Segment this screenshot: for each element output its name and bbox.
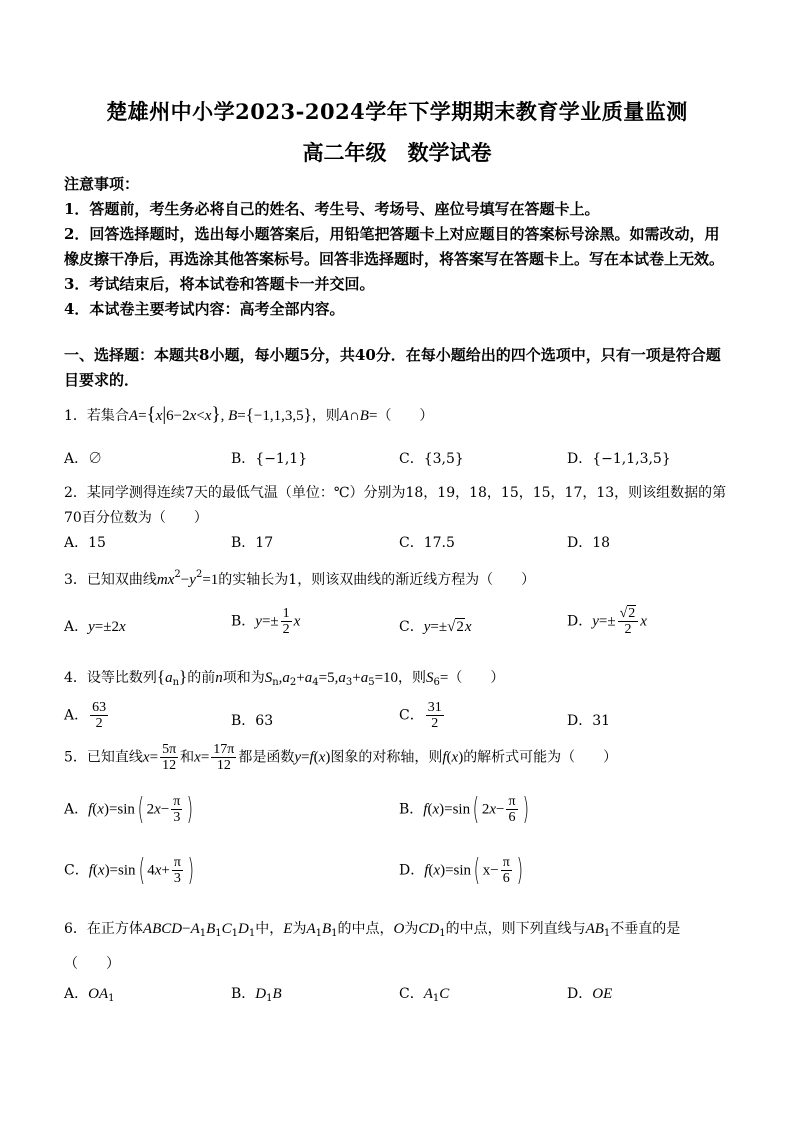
q3-options bbox=[64, 606, 734, 652]
q6-option-a: A．$OA_1$ bbox=[64, 986, 115, 1004]
q4-option-a: A． $\frac{63}{2}$ bbox=[64, 700, 107, 731]
q3-option-d: D．y=± $\frac{√2}{2}$ x bbox=[567, 606, 647, 637]
q5-options-cd bbox=[64, 852, 734, 895]
exam-subtitle: 高二年级 数学试卷 bbox=[302, 140, 492, 165]
q5-options-ab bbox=[64, 791, 734, 834]
q1-suffix: ，则 bbox=[311, 408, 340, 424]
q3-option-b: B．y=± $\frac{1}{2}$ x bbox=[231, 606, 301, 637]
note-item-1: 1．答题前，考生务必将自己的姓名、考生号、考场号、座位号填写在答题卡上。 bbox=[64, 200, 600, 218]
question-5: 5．已知直线x= $\frac{5\pi}{12}$ 和x= $\frac{17\pi}{12}$ 都是函数y=f(x)图象的对称轴，则f(x)的解析式可能为（ ） bbox=[64, 742, 618, 773]
q6-option-b: B．$D_1B$ bbox=[231, 986, 282, 1004]
q6-option-d: D．OE bbox=[567, 986, 613, 1002]
q2-option-d: D．18 bbox=[567, 535, 611, 551]
q1-option-c: C．{3,5} bbox=[399, 451, 464, 467]
notes-block bbox=[64, 172, 734, 322]
q1-prefix: 1．若集合 bbox=[64, 408, 129, 424]
q1-option-b: B．{−1,1} bbox=[231, 451, 308, 467]
q2-options bbox=[64, 532, 734, 562]
q2-option-a: A．15 bbox=[64, 535, 106, 551]
q5-option-d: D．f(x)=sin( x− $\frac{\pi}{6}$ ) bbox=[399, 852, 523, 888]
q2-option-b: B．17 bbox=[231, 535, 274, 551]
q4-option-b: B．63 bbox=[231, 713, 274, 729]
q3-prefix: 3．已知双曲线 bbox=[64, 572, 157, 588]
q5-option-b: B．f(x)=sin( 2x− $\frac{\pi}{6}$ ) bbox=[399, 791, 529, 827]
question-4: 4．设等比数列$\{a_n\}$的前n项和为$S_n,a_2+a_4=5,a_3+a_5=10$，则$S_6=$（ ） bbox=[64, 667, 505, 688]
exam-title: 楚雄州中小学2023-2024学年下学期期末教育学业质量监测 bbox=[106, 99, 688, 124]
q4-option-c: C． $\frac{31}{2}$ bbox=[399, 700, 442, 731]
q1-set-formula: A bbox=[128, 408, 139, 424]
q3-suffix: 的实轴长为1，则该双曲线的渐近线方程为（ ） bbox=[218, 572, 536, 588]
q1-blank: （ ） bbox=[377, 408, 434, 424]
q6-options bbox=[64, 983, 734, 1013]
q4-option-d: D．31 bbox=[567, 713, 611, 729]
question-3: 3．已知双曲线$mx^2-y^2=1$的实轴长为1，则该双曲线的渐近线方程为（ ） bbox=[64, 569, 536, 588]
q2-option-c: C．17.5 bbox=[399, 535, 455, 551]
q1-option-a: A．∅ bbox=[64, 451, 103, 467]
q4-options bbox=[64, 700, 734, 740]
q1-option-d: D．{−1,1,3,5} bbox=[567, 451, 671, 467]
q5-option-c: C．f(x)=sin( 4x+ $\frac{\pi}{3}$ ) bbox=[64, 852, 195, 888]
question-2: 2．某同学测得连续7天的最低气温（单位：℃）分别为18，19，18，15，15，17，13，则该组数据的第70百分位数为（ ） bbox=[64, 485, 727, 526]
q3-option-c: C．y=±√2x bbox=[399, 619, 472, 635]
question-1: 1．若集合A={x|6−2x<x}, B={−1,1,3,5}，则A∩B=（ ） bbox=[64, 404, 434, 425]
note-item-3: 3．考试结束后，将本试卷和答题卡一并交回。 bbox=[64, 275, 375, 293]
note-item-2: 2．回答选择题时，选出每小题答案后，用铅笔把答题卡上对应题目的答案标号涂黑。如需改动，用橡皮擦干净后，再选涂其他答案标号。回答非选择题时，将答案写在答题卡上。写在本试卷上无效。 bbox=[64, 225, 725, 268]
q1-options bbox=[64, 448, 734, 478]
q5-option-a: A．f(x)=sin( 2x− $\frac{\pi}{3}$ ) bbox=[64, 791, 194, 827]
section-heading: 一、选择题：本题共8小题，每小题5分，共40分．在每小题给出的四个选项中，只有一项是符合题目要求的． bbox=[64, 346, 721, 389]
notes-heading: 注意事项： bbox=[64, 175, 140, 193]
q6-option-c: C．$A_1C$ bbox=[399, 986, 450, 1004]
q3-option-a: A．y=±2x bbox=[64, 619, 126, 635]
note-item-4: 4．本试卷主要考试内容：高考全部内容。 bbox=[64, 300, 345, 318]
q4-prefix: 4．设等比数列 bbox=[64, 670, 157, 686]
question-6: 6．在正方体$ABCD-A_1B_1C_1D_1$中，E为$A_1B_1$的中点，O为$CD_1$的中点，则下列直线与$AB_1$不垂直的是 （ ） bbox=[64, 921, 681, 972]
